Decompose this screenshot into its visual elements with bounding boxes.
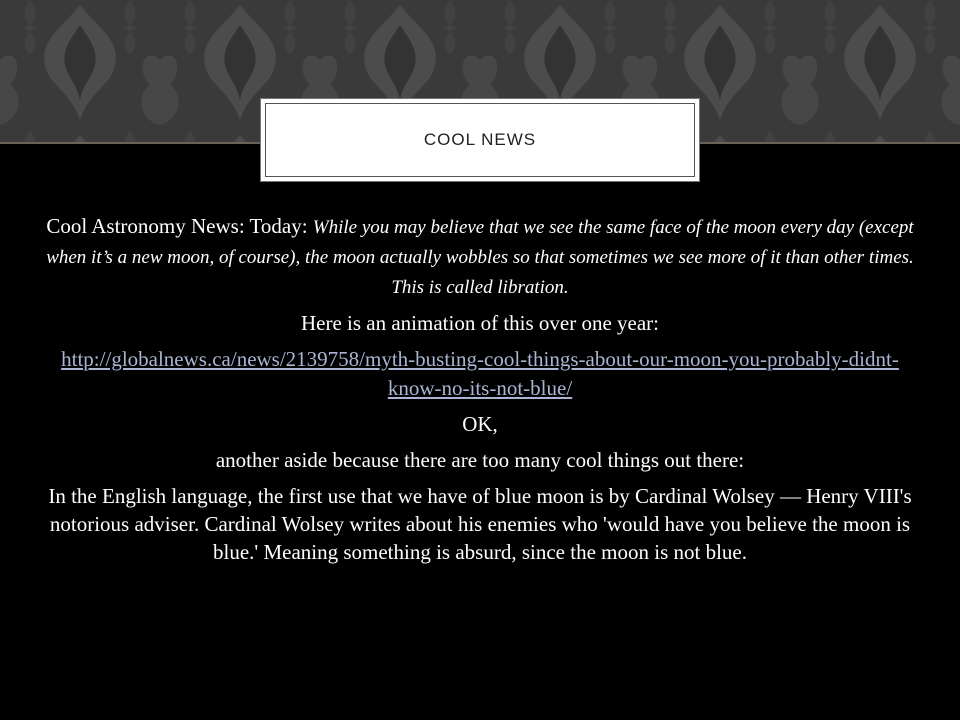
slide-content (40, 212, 920, 566)
news-link[interactable]: http://globalnews.ca/news/2139758/myth-busting-cool-things-about-our-moon-you-probably-didnt-know-no-its-not-blue/ (61, 347, 899, 400)
blue-moon-paragraph: In the English language, the first use that we have of blue moon is by Cardinal Wolsey — Henry VIII's notorious adviser. Cardinal Wolsey writes about his enemies who 'would have you believe the moon is blue.' Meaning something is absurd, since the moon is not blue. (48, 484, 912, 564)
intro-lead: Cool Astronomy News: Today: (46, 214, 313, 238)
title-frame (265, 103, 695, 177)
animation-line: Here is an animation of this over one year: (300, 311, 660, 335)
title-box (260, 98, 700, 182)
intro-paragraph (40, 212, 920, 302)
slide-title: COOL NEWS (423, 130, 537, 149)
intro-italic: While you may believe that we see the same face of the moon every day (except when it’s a new moon, of course), the moon actually wobbles so that sometimes we see more of it than other times. This is called libration. (46, 217, 914, 298)
ok-line: OK, (462, 412, 498, 436)
link-line (40, 345, 920, 403)
aside-line: another aside because there are too many cool things out there: (215, 448, 745, 472)
